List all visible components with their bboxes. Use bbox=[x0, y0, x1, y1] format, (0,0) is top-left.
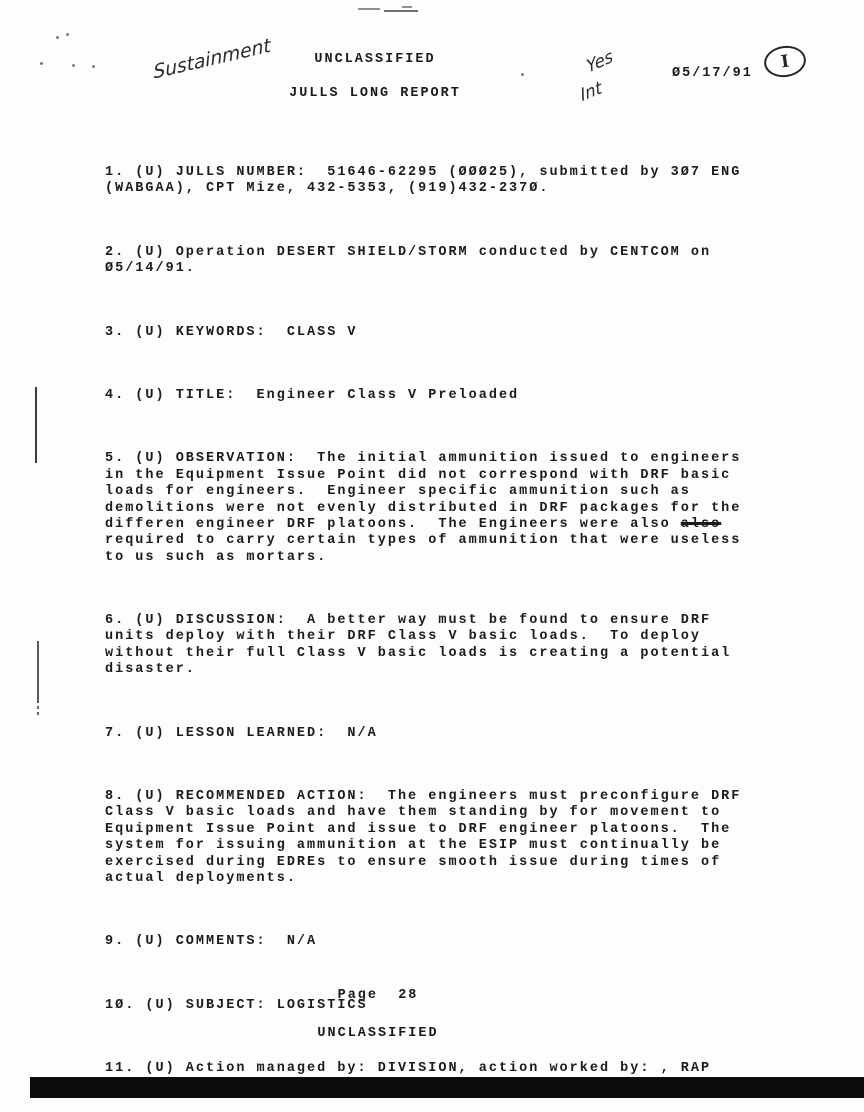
text-line: units deploy with their DRF Class V basic loads. To deploy bbox=[105, 629, 701, 645]
paragraph-operation bbox=[105, 245, 741, 278]
scan-artifact-bottom-bar bbox=[30, 1077, 864, 1098]
report-body bbox=[105, 135, 741, 1112]
text-line: demolitions were not evenly distributed in DRF packages for the bbox=[105, 500, 742, 516]
scan-speck bbox=[72, 64, 75, 67]
text-line: Equipment Issue Point and issue to DRF engineer platoons. The bbox=[105, 821, 732, 837]
text-line: in the Equipment Issue Point did not correspond with DRF basic bbox=[105, 467, 732, 483]
text-line: required to carry certain types of ammunition that were useless bbox=[105, 533, 742, 549]
text-line: 11. (U) Action managed by: DIVISION, action worked by: , RAP bbox=[105, 1061, 712, 1077]
scan-speck bbox=[521, 73, 524, 76]
scan-speck bbox=[92, 65, 95, 68]
text-line: disaster. bbox=[105, 662, 196, 678]
scan-speck bbox=[56, 36, 59, 39]
paragraph-recommended-action bbox=[105, 789, 741, 887]
scan-speck bbox=[66, 33, 69, 36]
paragraph-comments bbox=[105, 934, 741, 950]
scan-artifact-dash bbox=[384, 10, 418, 12]
text-line: (WABGAA), CPT Mize, 432-5353, (919)432-237Ø. bbox=[105, 181, 550, 197]
paragraph-observation bbox=[105, 451, 741, 566]
text-line: Ø5/14/91. bbox=[105, 261, 196, 277]
text-line: without their full Class V basic loads is creating a potential bbox=[105, 645, 732, 661]
text-line: 3. (U) KEYWORDS: CLASS V bbox=[105, 324, 358, 340]
scan-speck bbox=[40, 62, 43, 65]
paragraph-julls-number bbox=[105, 165, 741, 198]
scan-artifact-margin-line bbox=[37, 641, 39, 703]
text-line: 1Ø. (U) SUBJECT: LOGISTICS bbox=[105, 997, 368, 1013]
report-date: Ø5/17/91 bbox=[672, 66, 753, 81]
text-line: differen engineer DRF platoons. The Engineers were also also bbox=[105, 516, 722, 532]
paragraph-keywords bbox=[105, 325, 741, 341]
text-line: 9. (U) COMMENTS: N/A bbox=[105, 934, 318, 950]
paragraph-subject bbox=[105, 998, 741, 1014]
paragraph-lesson-learned bbox=[105, 726, 741, 742]
paragraph-discussion bbox=[105, 613, 741, 679]
text-line: 5. (U) OBSERVATION: The initial ammunition issued to engineers bbox=[105, 451, 742, 467]
text-line: 2. (U) Operation DESERT SHIELD/STORM conducted by CENTCOM on bbox=[105, 244, 712, 260]
text-line: system for issuing ammunition at the ESIP must continually be bbox=[105, 838, 722, 854]
text-line: 6. (U) DISCUSSION: A better way must be found to ensure DRF bbox=[105, 613, 712, 629]
text-line: 7. (U) LESSON LEARNED: N/A bbox=[105, 725, 378, 741]
classification-footer: UNCLASSIFIED bbox=[317, 1026, 439, 1041]
scan-artifact-margin-dots bbox=[37, 706, 39, 718]
text-line: loads for engineers. Engineer specific ammunition such as bbox=[105, 484, 691, 500]
paragraph-title bbox=[105, 388, 741, 404]
text-line: 4. (U) TITLE: Engineer Class V Preloaded bbox=[105, 387, 520, 403]
text-line: 8. (U) RECOMMENDED ACTION: The engineers must preconfigure DRF bbox=[105, 789, 742, 805]
text-line: 1. (U) JULLS NUMBER: 51646-62295 (ØØØ25), submitted by 3Ø7 ENG bbox=[105, 165, 742, 180]
text-line: to us such as mortars. bbox=[105, 549, 328, 565]
page-number: Page 28 bbox=[337, 988, 419, 1003]
text-line: actual deployments. bbox=[105, 870, 297, 886]
text-line: Class V basic loads and have them standing by for movement to bbox=[105, 805, 722, 821]
handwritten-circled-mark: I bbox=[762, 43, 808, 80]
text-line: exercised during EDREs to ensure smooth issue during times of bbox=[105, 854, 722, 870]
handwritten-int-note: Int bbox=[578, 77, 604, 107]
handwritten-yes-note: Yes bbox=[584, 46, 616, 78]
handwritten-sustainment-note: Sustainment bbox=[152, 34, 272, 84]
scan-artifact-dash bbox=[358, 8, 380, 10]
scan-artifact-dash bbox=[402, 6, 412, 8]
classification-header: UNCLASSIFIED bbox=[314, 52, 436, 67]
report-title: JULLS LONG REPORT bbox=[289, 86, 461, 101]
scan-artifact-margin-line bbox=[35, 387, 37, 463]
